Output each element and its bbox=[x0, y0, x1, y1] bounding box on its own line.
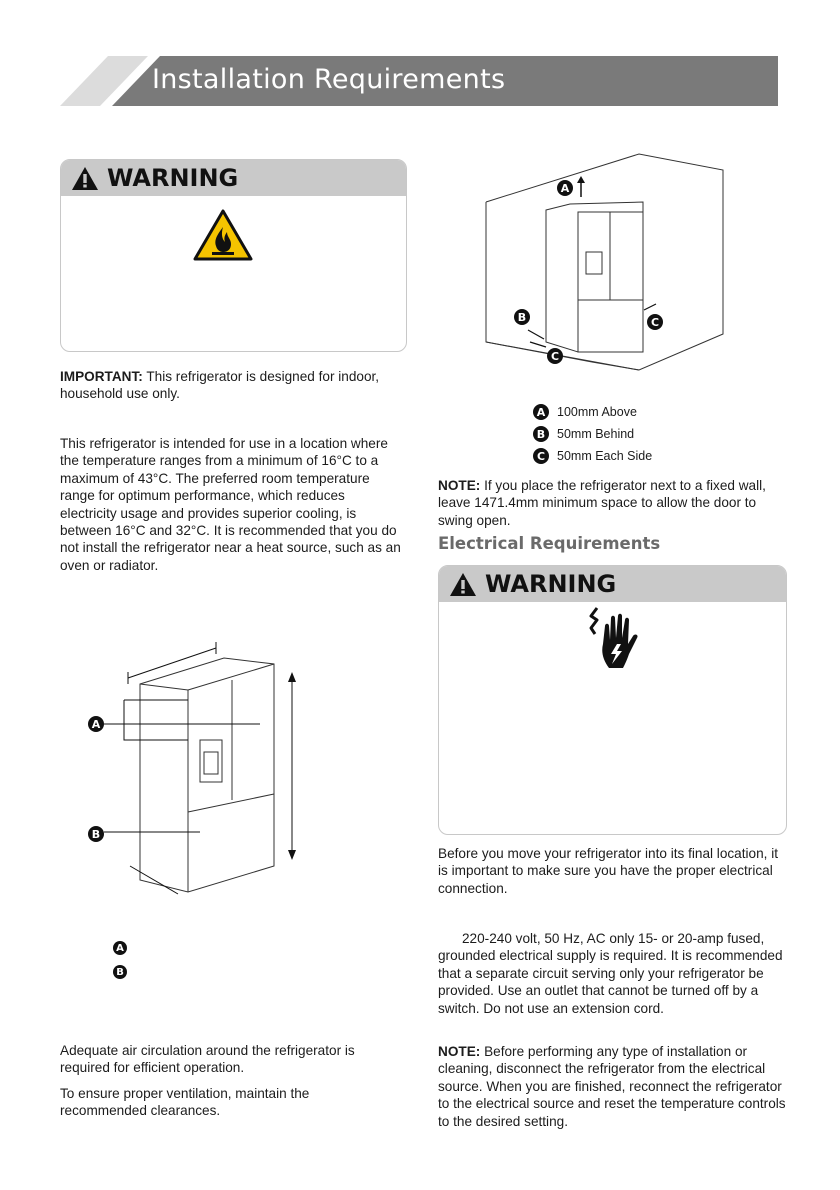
dimension-legend-b: B bbox=[113, 960, 135, 984]
marker-c-side bbox=[647, 314, 663, 330]
clearance-legend bbox=[533, 401, 652, 467]
svg-text:A: A bbox=[91, 718, 101, 731]
flammable-hazard-icon bbox=[193, 209, 253, 261]
temperature-text: This refrigerator is intended for use in a location where the temperature ranges from a minimum of 16°C to a maximum of 43°C. The preferred room temperature range for optimum performance, which reduces electricity usage and provides superior cooling, is between 16°C and 32°C. It is recommended that you do not install the refrigerator near a heat source, such as an oven or radiator. bbox=[60, 436, 401, 573]
electrical-intro: Before you move your refrigerator into its final location, it is important to make sure you have the proper electrical connection. bbox=[438, 846, 779, 896]
marker-c-front bbox=[547, 348, 563, 364]
warning-header bbox=[61, 160, 406, 196]
legend-c: C 50mm Each Side bbox=[533, 445, 652, 467]
page-title: Installation Requirements bbox=[152, 64, 506, 95]
warning-triangle-icon bbox=[449, 572, 477, 597]
air-circulation-text: Adequate air circulation around the refrigerator is required for efficient operation. bbox=[60, 1043, 355, 1076]
clearance-diagram bbox=[480, 152, 725, 377]
warning-label: WARNING bbox=[485, 570, 617, 598]
warning-box-fire bbox=[60, 159, 407, 352]
svg-text:C: C bbox=[550, 350, 560, 363]
legend-a: A 100mm Above bbox=[533, 401, 652, 423]
svg-text:B: B bbox=[517, 311, 527, 324]
electrical-heading: Electrical Requirements bbox=[438, 534, 661, 553]
warning-box-electrical bbox=[438, 565, 787, 835]
svg-text:C: C bbox=[650, 316, 660, 329]
marker-a-doors bbox=[88, 716, 104, 732]
svg-text:A: A bbox=[560, 182, 570, 195]
marker-b-behind bbox=[514, 309, 530, 325]
marker-a-top bbox=[557, 180, 573, 196]
note-disconnect: NOTE: Before performing any type of installation or cleaning, disconnect the refrigerator from the electrical source. When you are finished, reconnect the refrigerator to the electrical source and reset the temperature controls to the desired setting. bbox=[438, 1044, 786, 1129]
note-door-clearance: NOTE: If you place the refrigerator next to a fixed wall, leave 1471.4mm minimum space to allow the door to swing open. bbox=[438, 478, 766, 528]
ventilation-text: To ensure proper ventilation, maintain the recommended clearances. bbox=[60, 1086, 310, 1119]
legend-b: B 50mm Behind bbox=[533, 423, 652, 445]
marker-b-drawer bbox=[88, 826, 104, 842]
dimension-diagram bbox=[84, 640, 309, 900]
electric-shock-icon bbox=[583, 604, 643, 670]
dimension-legend-a: A bbox=[113, 936, 135, 960]
dimension-legend bbox=[113, 936, 135, 984]
warning-triangle-icon bbox=[71, 166, 99, 191]
svg-text:B: B bbox=[91, 828, 101, 841]
electrical-spec: 220-240 volt, 50 Hz, AC only 15- or 20-amp fused, grounded electrical supply is required. It is recommended that a separate circuit serving only your refrigerator be provided. Use an outlet that cannot be turned off by a switch. Do not use an extension cord. bbox=[438, 931, 783, 1016]
warning-header bbox=[439, 566, 786, 602]
warning-label: WARNING bbox=[107, 164, 239, 192]
important-text: IMPORTANT: This refrigerator is designed for indoor, household use only. bbox=[60, 369, 380, 402]
